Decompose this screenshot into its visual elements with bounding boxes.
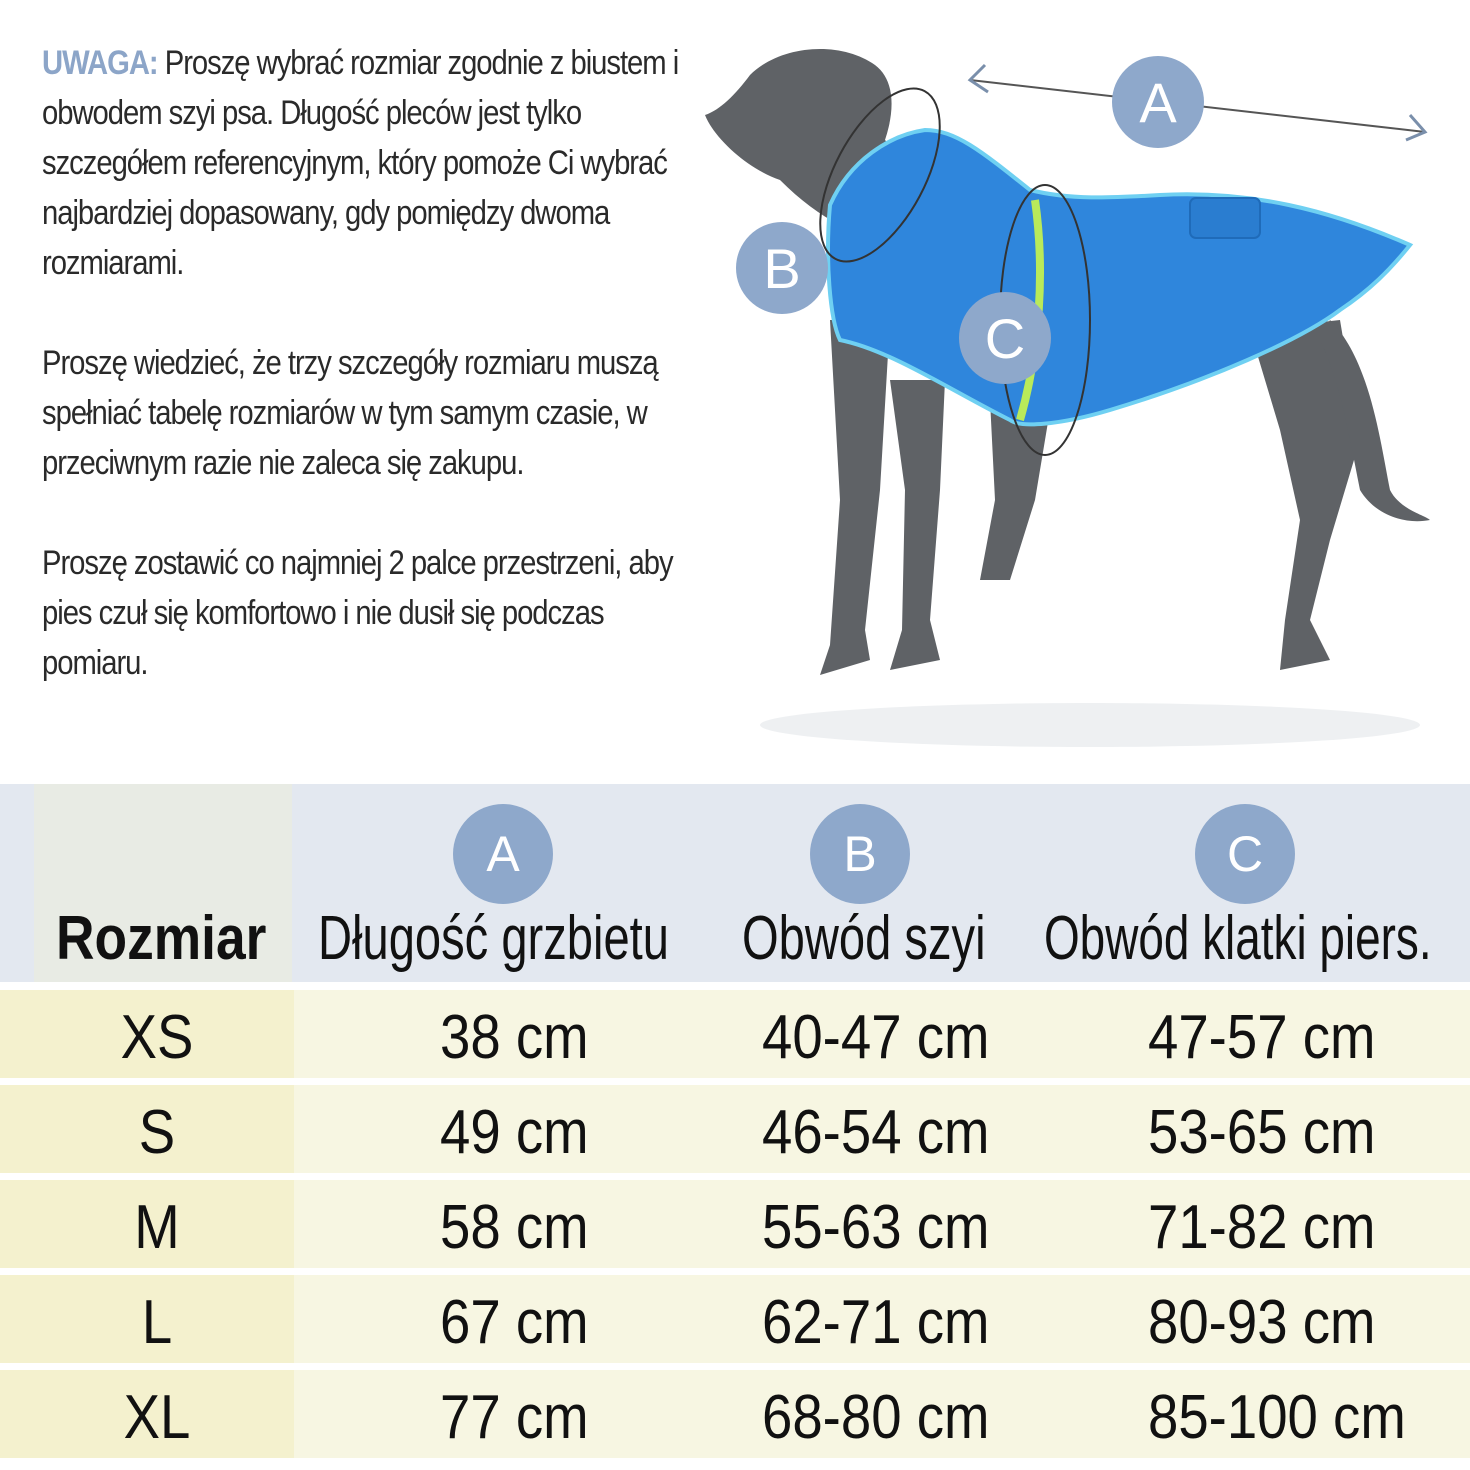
svg-text:C: C <box>984 307 1026 370</box>
back-length-value: 49 cm <box>440 1098 589 1167</box>
marker-c <box>959 292 1051 384</box>
column-a-badge: A <box>453 804 553 904</box>
chest-value: 53-65 cm <box>1148 1098 1376 1167</box>
note-paragraph-3: Proszę zostawić co najmniej 2 palce przestrzeni, aby pies czuł się komfortowo i nie dusił się podczas pomiaru. <box>42 544 673 682</box>
size-label: M <box>134 1193 180 1262</box>
table-row <box>0 1275 1470 1363</box>
column-b-title: Obwód szyi <box>742 904 986 973</box>
arrow-left-icon <box>970 65 988 92</box>
size-label: XL <box>123 1383 191 1452</box>
coat-pocket <box>1190 198 1260 238</box>
chest-value: 80-93 cm <box>1148 1288 1376 1357</box>
table-row <box>0 1180 1470 1268</box>
warning-label: UWAGA: <box>42 44 158 82</box>
floor-shadow <box>760 703 1420 747</box>
note-paragraph-2: Proszę wiedzieć, że trzy szczegóły rozmiaru muszą spełniać tabelę rozmiarów w tym samym czasie, w przeciwnym razie nie zaleca się zakupu. <box>42 344 658 482</box>
table-row <box>0 1370 1470 1458</box>
size-label: S <box>138 1098 176 1167</box>
chest-value: 71-82 cm <box>1148 1193 1376 1262</box>
note-paragraph-1 <box>42 38 696 288</box>
svg-text:A: A <box>1139 71 1177 134</box>
size-table <box>0 784 1470 1470</box>
neck-value: 55-63 cm <box>762 1193 990 1262</box>
column-c-title: Obwód klatki piers. <box>1044 904 1432 973</box>
chest-value: 47-57 cm <box>1148 1003 1376 1072</box>
back-length-value: 77 cm <box>440 1383 589 1452</box>
size-column-header: Rozmiar <box>56 904 267 973</box>
sizing-notes <box>42 38 696 738</box>
marker-b <box>736 222 828 314</box>
size-label: XS <box>120 1003 194 1072</box>
column-c-badge: C <box>1195 804 1295 904</box>
chest-value: 85-100 cm <box>1148 1383 1406 1452</box>
column-a-title: Długość grzbietu <box>318 904 669 973</box>
back-length-value: 38 cm <box>440 1003 589 1072</box>
neck-value: 46-54 cm <box>762 1098 990 1167</box>
column-b-badge: B <box>810 804 910 904</box>
neck-value: 40-47 cm <box>762 1003 990 1072</box>
dog-measurement-illustration <box>690 20 1460 770</box>
neck-value: 62-71 cm <box>762 1288 990 1357</box>
marker-a <box>1112 56 1204 148</box>
arrow-right-icon <box>1406 115 1425 140</box>
back-length-value: 67 cm <box>440 1288 589 1357</box>
svg-text:B: B <box>763 237 801 300</box>
table-row <box>0 990 1470 1078</box>
table-row <box>0 1085 1470 1173</box>
note-text-1: Proszę wybrać rozmiar zgodnie z biustem i obwodem szyi psa. Długość pleców jest tylko szczegółem referencyjnym, który pomoże Ci wybrać najbardziej dopasowany, gdy pomiędzy dwoma rozmiarami. <box>42 44 679 282</box>
neck-value: 68-80 cm <box>762 1383 990 1452</box>
size-label: L <box>141 1288 173 1357</box>
back-length-value: 58 cm <box>440 1193 589 1262</box>
